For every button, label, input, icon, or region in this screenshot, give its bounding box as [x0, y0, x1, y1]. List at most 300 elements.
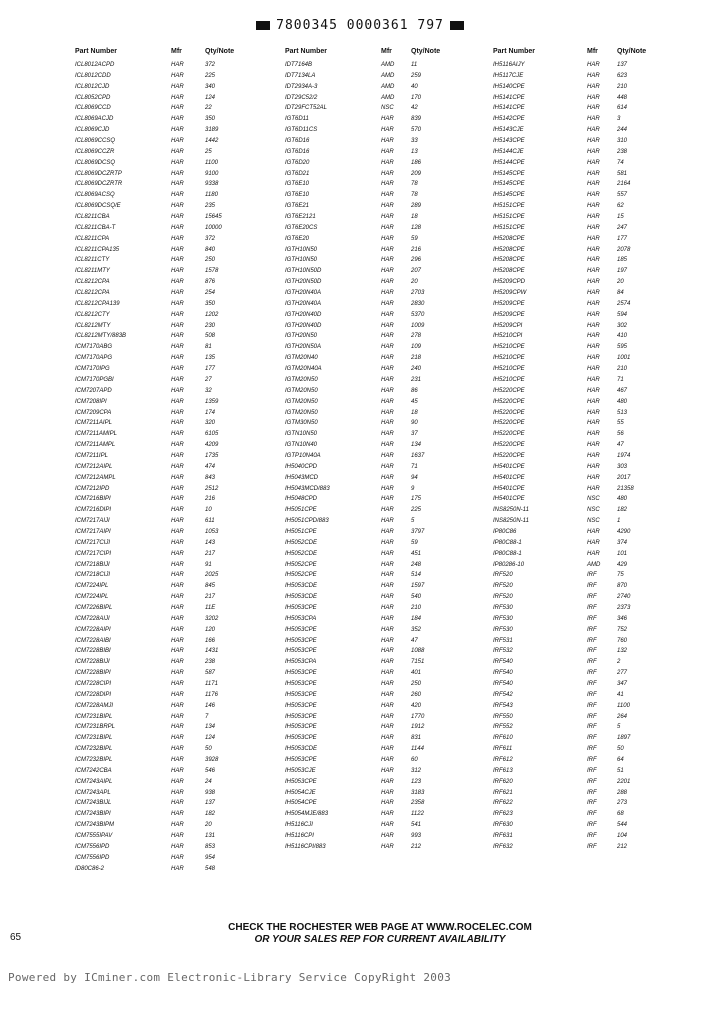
mfr-cell: HAR — [381, 833, 394, 840]
part-number-cell: IH5116CJI — [285, 822, 313, 829]
mfr-cell: HAR — [381, 680, 394, 687]
qty-cell: 480 — [617, 496, 628, 503]
part-number-cell: IDT7134LA — [285, 72, 316, 79]
part-number-cell: IH5142CPE — [493, 116, 525, 123]
qty-cell: 238 — [205, 659, 216, 666]
table-row — [75, 429, 275, 440]
table-row — [285, 570, 495, 581]
qty-cell: 143 — [205, 539, 216, 546]
mfr-cell: HAR — [381, 409, 394, 416]
table-row — [285, 103, 495, 114]
qty-cell: 37 — [411, 431, 418, 438]
table-row — [493, 516, 693, 527]
part-number-cell: ICM7228DIPI — [75, 691, 112, 698]
table-row — [75, 798, 275, 809]
table-row — [285, 527, 495, 538]
mfr-cell: IRF — [587, 626, 597, 633]
table-row — [75, 179, 275, 190]
table-row — [493, 657, 693, 668]
mfr-cell: HAR — [381, 224, 394, 231]
part-number-cell: IH5220CPE — [493, 420, 525, 427]
mfr-cell: HAR — [381, 127, 394, 134]
table-row — [75, 788, 275, 799]
table-row — [285, 505, 495, 516]
qty-cell: 18 — [411, 214, 418, 221]
mfr-cell: HAR — [381, 507, 394, 514]
mfr-cell: HAR — [381, 159, 394, 166]
table-row — [493, 603, 693, 614]
qty-cell: 5 — [411, 518, 415, 525]
table-row — [285, 179, 495, 190]
part-number-cell: IH5052CDE — [285, 539, 318, 546]
mfr-cell: HAR — [587, 105, 600, 112]
part-number-cell: ICM7232BIPL — [75, 757, 113, 763]
part-number-cell: IRF550 — [493, 713, 513, 720]
table-row — [75, 766, 275, 777]
mfr-cell: HAR — [587, 203, 600, 210]
mfr-cell: HAR — [381, 496, 394, 503]
table-row — [285, 364, 495, 375]
table-row — [75, 190, 275, 201]
mfr-cell: HAR — [171, 344, 184, 351]
qty-cell: 1442 — [205, 138, 219, 145]
mfr-cell: HAR — [381, 474, 394, 481]
mfr-cell: HAR — [171, 474, 184, 481]
table-row — [493, 114, 693, 125]
mfr-cell: HAR — [171, 127, 184, 134]
mfr-cell: HAR — [171, 62, 184, 68]
part-number-cell: ICM7243APL — [75, 789, 111, 796]
part-number-cell: IRF542 — [493, 691, 513, 698]
table-row — [493, 636, 693, 647]
qty-cell: 611 — [205, 518, 215, 525]
mfr-cell: IRF — [587, 735, 597, 742]
table-row — [75, 82, 275, 93]
mfr-cell: HAR — [381, 670, 394, 677]
table-row — [285, 331, 495, 342]
table-row — [75, 831, 275, 842]
table-row — [285, 353, 495, 364]
mfr-cell: HAR — [587, 420, 600, 427]
mfr-cell: HAR — [381, 246, 394, 253]
mfr-cell: HAR — [587, 116, 600, 123]
part-number-cell: ICM7216BIPI — [75, 496, 111, 503]
part-number-cell: ID80C86-2 — [75, 865, 105, 872]
mfr-cell: HAR — [381, 746, 394, 753]
part-number-cell: IH5401CPE — [493, 496, 525, 503]
mfr-cell: HAR — [171, 518, 184, 525]
part-number-cell: ICM7228AIBI — [75, 637, 111, 644]
mfr-cell: HAR — [587, 355, 600, 362]
table-row — [285, 440, 495, 451]
qty-cell: 2740 — [617, 594, 631, 601]
qty-cell: 320 — [205, 420, 216, 427]
parts-column-1 — [75, 48, 275, 874]
qty-cell: 10000 — [205, 224, 222, 231]
mfr-cell: HAR — [381, 702, 394, 709]
table-row — [493, 755, 693, 766]
mfr-cell: NSC — [381, 105, 394, 112]
mfr-cell: HAR — [171, 539, 184, 546]
qty-cell: 56 — [617, 431, 624, 438]
qty-cell: 2201 — [617, 778, 631, 785]
table-row — [75, 625, 275, 636]
part-number-cell: ICM7170PGBI — [75, 376, 114, 383]
qty-cell: 581 — [617, 170, 628, 177]
qty-cell: 4290 — [617, 528, 631, 535]
qty-cell: 59 — [411, 235, 418, 242]
table-row — [75, 516, 275, 527]
mfr-cell: HAR — [587, 387, 600, 394]
table-row — [493, 299, 693, 310]
mfr-cell: HAR — [381, 181, 394, 188]
part-number-cell: IRF611 — [493, 746, 513, 753]
qty-cell: 210 — [411, 604, 422, 611]
qty-cell: 546 — [205, 767, 216, 774]
qty-cell: 94 — [411, 474, 418, 481]
qty-cell: 240 — [411, 366, 422, 373]
mfr-cell: IRF — [587, 789, 597, 796]
mfr-cell: HAR — [171, 452, 184, 459]
part-number-cell: ICM7212AIPL — [75, 463, 113, 470]
qty-cell: 91 — [205, 561, 212, 568]
table-row — [493, 277, 693, 288]
table-row — [493, 451, 693, 462]
qty-cell: 235 — [205, 203, 216, 210]
table-row — [493, 777, 693, 788]
parts-column-3 — [493, 48, 693, 853]
table-row — [75, 125, 275, 136]
qty-cell: 11 — [411, 62, 418, 68]
table-row — [493, 494, 693, 505]
mfr-cell: HAR — [171, 290, 184, 297]
qty-cell: 170 — [411, 94, 422, 101]
part-number-cell: IGT6E10 — [285, 192, 310, 199]
part-number-cell: IH5209CPW — [493, 290, 527, 297]
qty-cell: 312 — [411, 767, 422, 774]
table-row — [75, 755, 275, 766]
part-number-cell: IGT6E10 — [285, 181, 310, 188]
mfr-cell: HAR — [381, 778, 394, 785]
part-number-cell: IH5143CPE — [493, 138, 525, 145]
table-row — [493, 190, 693, 201]
qty-cell: 3928 — [205, 757, 219, 763]
mfr-cell: HAR — [381, 767, 394, 774]
document-code-text: 7800345 0000361 797 — [276, 18, 444, 33]
mfr-cell: HAR — [381, 463, 394, 470]
table-row — [493, 245, 693, 256]
table-row — [493, 712, 693, 723]
part-number-cell: IH5043MCD — [285, 474, 319, 481]
column-header — [75, 48, 275, 60]
qty-cell: 137 — [205, 800, 216, 807]
part-number-cell: IH5053CPA — [285, 615, 317, 622]
mfr-cell: HAR — [587, 300, 600, 307]
mfr-cell: HAR — [171, 811, 184, 818]
qty-cell: 1180 — [205, 192, 218, 199]
qty-cell: 15645 — [205, 214, 222, 221]
footer-notice — [150, 922, 610, 946]
qty-cell: 250 — [205, 257, 216, 264]
qty-cell: 2025 — [205, 572, 219, 579]
table-row — [285, 158, 495, 169]
mfr-cell: NSC — [587, 496, 600, 503]
mfr-cell: IRF — [587, 843, 597, 850]
mfr-cell: HAR — [587, 344, 600, 351]
mfr-cell: HAR — [171, 94, 184, 101]
qty-cell: 33 — [411, 138, 418, 145]
table-row — [75, 310, 275, 321]
mfr-cell: HAR — [381, 648, 394, 655]
part-number-cell: INS8250N-11 — [493, 507, 529, 514]
part-number-cell: ICM7170IPG — [75, 366, 110, 373]
part-number-cell: IH5210CPE — [493, 344, 525, 351]
table-row — [75, 451, 275, 462]
table-row — [75, 853, 275, 864]
qty-cell: 15 — [617, 214, 624, 221]
table-row — [285, 809, 495, 820]
qty-cell: 20 — [617, 279, 624, 286]
part-number-cell: IRF630 — [493, 822, 513, 829]
part-number-cell: IH5220CPE — [493, 442, 525, 449]
mfr-cell: HAR — [587, 246, 600, 253]
part-number-cell: ICM7228AIPI — [75, 626, 111, 633]
part-number-cell: IGT6E21 — [285, 203, 310, 210]
part-number-cell: ICM7243BIJL — [75, 800, 112, 807]
mfr-cell: HAR — [171, 865, 184, 872]
qty-cell: 90 — [411, 420, 418, 427]
table-row — [75, 255, 275, 266]
mfr-cell: HAR — [381, 528, 394, 535]
table-row — [285, 234, 495, 245]
table-row — [493, 462, 693, 473]
mfr-cell: HAR — [171, 583, 184, 590]
mfr-cell: HAR — [587, 62, 600, 68]
table-row — [493, 560, 693, 571]
qty-cell: 20 — [205, 822, 212, 829]
table-row — [285, 788, 495, 799]
part-number-cell: ICM7217CIPI — [75, 550, 112, 557]
mfr-cell: IRF — [587, 713, 597, 720]
mfr-cell: HAR — [381, 561, 394, 568]
table-row — [75, 494, 275, 505]
table-row — [75, 744, 275, 755]
part-number-cell: ICL8211CPA135 — [75, 246, 120, 253]
part-number-cell: IP80C86 — [493, 528, 517, 535]
part-number-cell: IRF520 — [493, 583, 513, 590]
qty-cell: 47 — [411, 637, 418, 644]
table-row — [285, 147, 495, 158]
part-number-cell: ICM7211AIPL — [75, 420, 112, 427]
mfr-cell: HAR — [587, 442, 600, 449]
mfr-cell: HAR — [587, 224, 600, 231]
mfr-cell: HAR — [171, 485, 184, 492]
qty-cell: 876 — [205, 279, 216, 286]
part-number-cell: IH5053CPE — [285, 778, 317, 785]
mfr-cell: HAR — [587, 94, 600, 101]
parts-list-1 — [75, 60, 275, 874]
part-number-cell: ICM7224IPL — [75, 594, 109, 601]
part-number-cell: IH5052CPE — [285, 572, 317, 579]
mfr-cell: HAR — [381, 822, 394, 829]
part-number-cell: ICM7228AIJI — [75, 615, 110, 622]
table-row — [285, 277, 495, 288]
table-row — [75, 538, 275, 549]
mfr-cell: HAR — [381, 789, 394, 796]
qty-cell: 207 — [411, 268, 422, 275]
table-row — [285, 722, 495, 733]
part-number-cell: IGTM20N50 — [285, 398, 318, 405]
mfr-cell: HAR — [381, 572, 394, 579]
part-number-cell: ICM7243AIPL — [75, 778, 113, 785]
qty-cell: 340 — [205, 83, 216, 90]
part-number-cell: IGTH20N50A — [285, 344, 322, 351]
qty-cell: 853 — [205, 843, 216, 850]
part-number-cell: IP80286-10 — [493, 561, 525, 568]
table-row — [75, 212, 275, 223]
table-row — [75, 299, 275, 310]
table-row — [285, 744, 495, 755]
qty-cell: 429 — [617, 561, 628, 568]
table-row — [285, 625, 495, 636]
mfr-cell: HAR — [171, 604, 184, 611]
qty-cell: 3189 — [205, 127, 219, 134]
mfr-cell: HAR — [171, 528, 184, 535]
mfr-cell: HAR — [381, 691, 394, 698]
qty-cell: 2017 — [617, 474, 631, 481]
table-row — [285, 494, 495, 505]
table-row — [285, 429, 495, 440]
qty-cell: 1359 — [205, 398, 219, 405]
table-row — [285, 288, 495, 299]
qty-cell: 1578 — [205, 268, 219, 275]
qty-cell: 3797 — [411, 528, 425, 535]
table-row — [75, 712, 275, 723]
part-number-cell: IH5208CPE — [493, 246, 525, 253]
qty-cell: 7151 — [411, 659, 425, 666]
part-number-cell: IRF530 — [493, 626, 513, 633]
qty-cell: 182 — [205, 811, 216, 818]
mfr-cell: HAR — [381, 387, 394, 394]
part-number-cell: IGT6D11 — [285, 116, 309, 123]
table-row — [75, 809, 275, 820]
header-part-number: Part Number — [75, 48, 118, 55]
qty-cell: 174 — [205, 409, 216, 416]
qty-cell: 303 — [617, 463, 628, 470]
part-number-cell: ICM7217CIJI — [75, 539, 111, 546]
mfr-cell: IRF — [587, 746, 597, 753]
qty-cell: 2078 — [617, 246, 631, 253]
table-row — [75, 820, 275, 831]
part-number-cell: ICL8212CPA — [75, 290, 110, 297]
qty-cell: 3202 — [205, 615, 219, 622]
mfr-cell: HAR — [171, 670, 184, 677]
qty-cell: 78 — [411, 192, 418, 199]
mfr-cell: IRF — [587, 767, 597, 774]
part-number-cell: IH5209CPE — [493, 300, 525, 307]
qty-cell: 474 — [205, 463, 216, 470]
mfr-cell: HAR — [171, 376, 184, 383]
qty-cell: 62 — [617, 203, 624, 210]
qty-cell: 177 — [205, 366, 216, 373]
barcode-block-right — [450, 21, 464, 30]
qty-cell: 22 — [205, 105, 212, 112]
part-number-cell: IGTM20N50 — [285, 409, 318, 416]
qty-cell: 595 — [617, 344, 628, 351]
mfr-cell: HAR — [381, 431, 394, 438]
qty-cell: 217 — [205, 550, 216, 557]
part-number-cell: ICL8069CCD — [75, 105, 111, 112]
part-number-cell: IH5401CPE — [493, 485, 525, 492]
table-row — [285, 636, 495, 647]
qty-cell: 25 — [205, 148, 212, 155]
mfr-cell: HAR — [381, 214, 394, 221]
mfr-cell: HAR — [171, 257, 184, 264]
mfr-cell: HAR — [171, 822, 184, 829]
mfr-cell: HAR — [171, 322, 184, 329]
mfr-cell: HAR — [587, 181, 600, 188]
mfr-cell: HAR — [171, 691, 184, 698]
part-number-cell: IH5051CPE — [285, 528, 317, 535]
mfr-cell: HAR — [171, 333, 184, 340]
table-row — [493, 722, 693, 733]
mfr-cell: HAR — [587, 138, 600, 145]
part-number-cell: ICL8069DCSQ/E — [75, 203, 121, 210]
part-number-cell: ICM7218BIJI — [75, 561, 110, 568]
table-row — [493, 614, 693, 625]
part-number-cell: IH5053CPE — [285, 680, 317, 687]
table-row — [493, 646, 693, 657]
mfr-cell: HAR — [381, 257, 394, 264]
part-number-cell: IRF530 — [493, 615, 513, 622]
mfr-cell: IRF — [587, 757, 597, 763]
mfr-cell: HAR — [587, 279, 600, 286]
mfr-cell: HAR — [381, 420, 394, 427]
qty-cell: 352 — [411, 626, 422, 633]
qty-cell: 2 — [617, 659, 621, 666]
qty-cell: 9 — [411, 485, 415, 492]
table-row — [493, 549, 693, 560]
qty-cell: 84 — [617, 290, 624, 297]
qty-cell: 513 — [617, 409, 628, 416]
table-row — [75, 657, 275, 668]
part-number-cell: IH5144CPE — [493, 159, 525, 166]
mfr-cell: HAR — [171, 496, 184, 503]
mfr-cell: HAR — [587, 528, 600, 535]
table-row — [285, 321, 495, 332]
mfr-cell: HAR — [171, 279, 184, 286]
table-row — [285, 646, 495, 657]
mfr-cell: HAR — [171, 311, 184, 318]
qty-cell: 216 — [205, 496, 216, 503]
mfr-cell: HAR — [171, 235, 184, 242]
qty-cell: 81 — [205, 344, 212, 351]
qty-cell: 231 — [411, 376, 422, 383]
qty-cell: 548 — [205, 865, 216, 872]
mfr-cell: HAR — [171, 420, 184, 427]
page-number: 65 — [10, 932, 22, 943]
part-number-cell: IH5143CJE — [493, 127, 524, 134]
table-row — [75, 364, 275, 375]
table-row — [75, 733, 275, 744]
part-number-cell: ICL8212CPA — [75, 279, 110, 286]
qty-cell: 137 — [617, 62, 628, 68]
table-row — [285, 93, 495, 104]
qty-cell: 120 — [205, 626, 216, 633]
qty-cell: 540 — [411, 594, 422, 601]
table-row — [285, 603, 495, 614]
table-row — [75, 103, 275, 114]
